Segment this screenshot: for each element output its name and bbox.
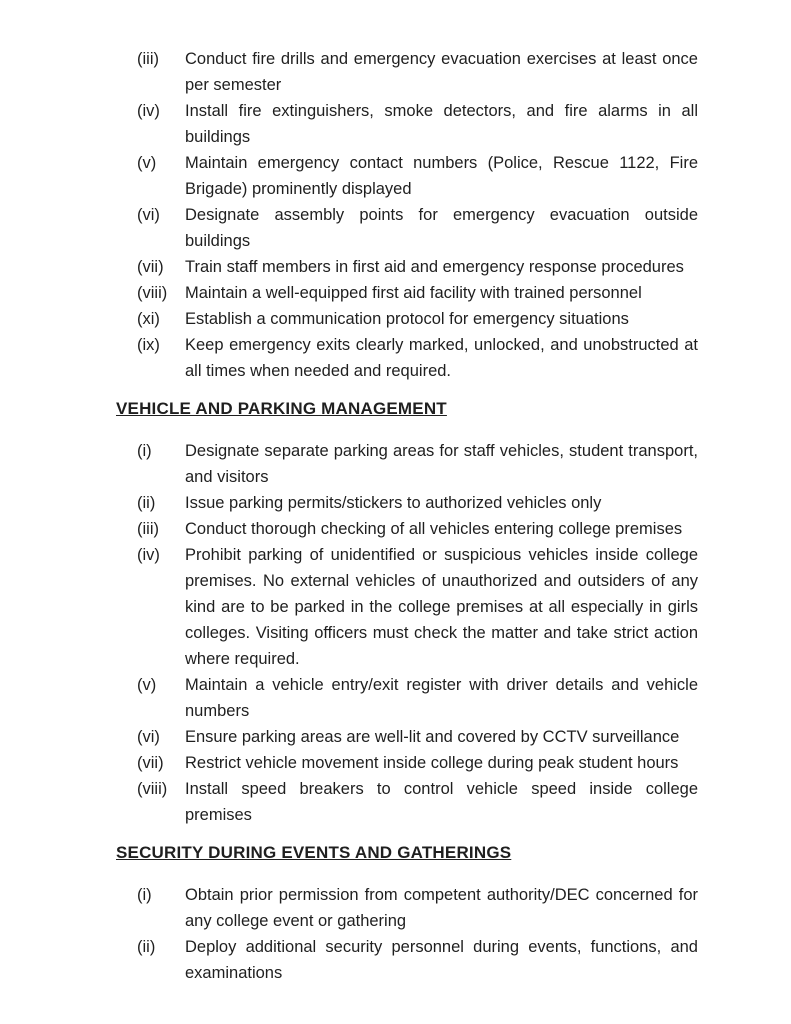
item-text: Prohibit parking of unidentified or suspicious vehicles inside college premises. No external vehicles of unauthorized and outsiders of any kind are to be parked in the college premises at all especially in girls colleges. Visiting officers must check the matter and take strict action where required. — [185, 546, 698, 668]
list-item — [137, 202, 698, 254]
item-number: (iv) — [137, 546, 160, 564]
item-number: (ix) — [137, 336, 160, 354]
item-text: Restrict vehicle movement inside college during peak student hours — [185, 754, 679, 772]
item-number: (vi) — [137, 728, 160, 746]
item-text: Ensure parking areas are well-lit and covered by CCTV surveillance — [185, 728, 680, 746]
list-item — [137, 882, 698, 934]
list-item — [137, 46, 698, 98]
item-text: Designate separate parking areas for staff vehicles, student transport, and visitors — [185, 442, 698, 486]
item-text: Maintain a vehicle entry/exit register with driver details and vehicle numbers — [185, 676, 698, 720]
list-item — [137, 542, 698, 672]
list-item — [137, 750, 698, 776]
list-item — [137, 516, 698, 542]
item-text: Designate assembly points for emergency evacuation outside buildings — [185, 206, 698, 250]
item-number: (ii) — [137, 494, 156, 512]
list-item — [137, 438, 698, 490]
item-number: (v) — [137, 154, 157, 172]
item-number: (i) — [137, 886, 152, 904]
item-text: Establish a communication protocol for emergency situations — [185, 310, 629, 328]
list-item — [137, 150, 698, 202]
list-item — [137, 776, 698, 828]
item-number: (iii) — [137, 50, 159, 68]
item-number: (viii) — [137, 780, 168, 798]
item-text: Issue parking permits/stickers to authorized vehicles only — [185, 494, 602, 512]
section-heading: SECURITY DURING EVENTS AND GATHERINGS — [116, 843, 512, 862]
section-vehicle-parking — [0, 396, 791, 828]
list-item — [137, 934, 698, 986]
item-number: (iv) — [137, 102, 160, 120]
list-item — [137, 490, 698, 516]
item-text: Install fire extinguishers, smoke detectors, and fire alarms in all buildings — [185, 102, 698, 146]
item-number: (iii) — [137, 520, 159, 538]
list-item — [137, 280, 698, 306]
section-emergency-preparedness — [0, 46, 791, 384]
item-text: Maintain a well-equipped first aid facility with trained personnel — [185, 284, 642, 302]
list-item — [137, 98, 698, 150]
item-number: (i) — [137, 442, 152, 460]
list-item — [137, 672, 698, 724]
item-number: (v) — [137, 676, 157, 694]
item-text: Obtain prior permission from competent authority/DEC concerned for any college event or gathering — [185, 886, 698, 930]
list-item — [137, 306, 698, 332]
item-number: (xi) — [137, 310, 160, 328]
item-number: (vi) — [137, 206, 160, 224]
list-item — [137, 254, 698, 280]
item-text: Install speed breakers to control vehicle speed inside college premises — [185, 780, 698, 824]
item-number: (ii) — [137, 938, 156, 956]
item-text: Train staff members in first aid and emergency response procedures — [185, 258, 684, 276]
item-text: Conduct fire drills and emergency evacuation exercises at least once per semester — [185, 50, 698, 94]
list-item — [137, 332, 698, 384]
section-heading: VEHICLE AND PARKING MANAGEMENT — [116, 399, 447, 418]
item-number: (vii) — [137, 754, 164, 772]
item-text: Conduct thorough checking of all vehicles entering college premises — [185, 520, 683, 538]
item-number: (vii) — [137, 258, 164, 276]
item-text: Maintain emergency contact numbers (Police, Rescue 1122, Fire Brigade) prominently displayed — [185, 154, 698, 198]
item-text: Deploy additional security personnel during events, functions, and examinations — [185, 938, 698, 982]
item-text: Keep emergency exits clearly marked, unlocked, and unobstructed at all times when needed and required. — [185, 336, 698, 380]
list-item — [137, 724, 698, 750]
item-number: (viii) — [137, 284, 168, 302]
section-events-gatherings — [0, 840, 791, 986]
